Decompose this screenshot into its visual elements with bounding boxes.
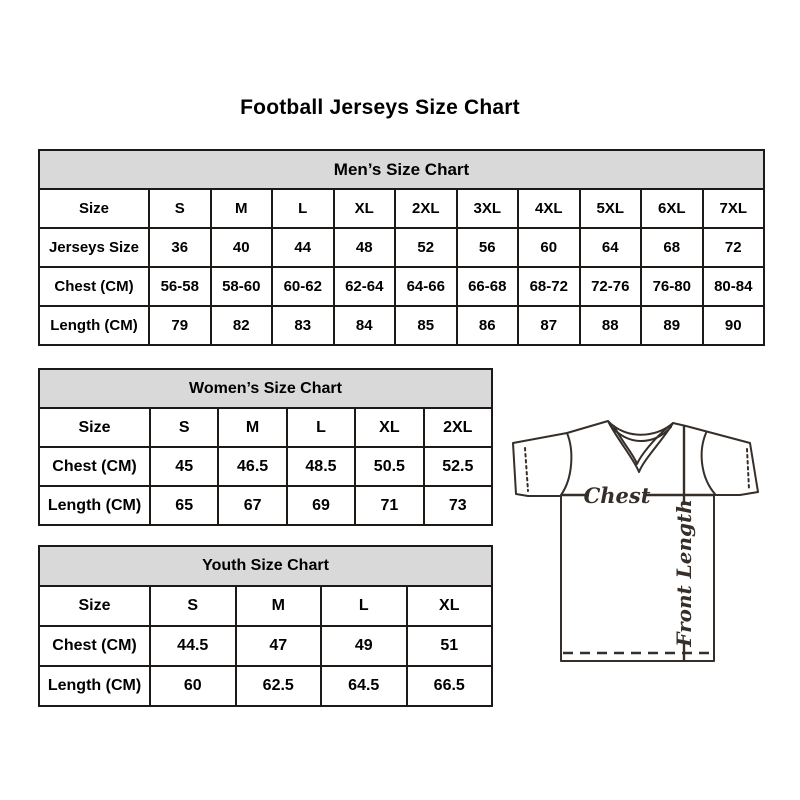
row-label-cell: Length (CM) bbox=[39, 306, 149, 345]
table-row bbox=[39, 189, 764, 228]
table-row bbox=[39, 228, 764, 267]
table-row bbox=[39, 306, 764, 345]
value-cell: 86 bbox=[457, 306, 519, 345]
chest-label: Chest bbox=[583, 483, 651, 508]
row-label-cell: Chest (CM) bbox=[39, 447, 150, 486]
value-cell: XL bbox=[407, 586, 493, 626]
mens-size-table bbox=[38, 149, 765, 346]
value-cell: 89 bbox=[641, 306, 703, 345]
value-cell: 60-62 bbox=[272, 267, 334, 306]
value-cell: 66-68 bbox=[457, 267, 519, 306]
jersey-diagram-icon bbox=[505, 402, 770, 680]
left-cuff-dotted-line bbox=[525, 448, 528, 491]
table-row bbox=[39, 586, 492, 626]
front-length-label: Front Length bbox=[672, 499, 696, 647]
value-cell: 66.5 bbox=[407, 666, 493, 706]
row-label-cell: Chest (CM) bbox=[39, 267, 149, 306]
value-cell: 68-72 bbox=[518, 267, 580, 306]
page-title: Football Jerseys Size Chart bbox=[240, 96, 520, 119]
value-cell: 83 bbox=[272, 306, 334, 345]
value-cell: 49 bbox=[321, 626, 407, 666]
value-cell: 64-66 bbox=[395, 267, 457, 306]
value-cell: 40 bbox=[211, 228, 273, 267]
value-cell: 72-76 bbox=[580, 267, 642, 306]
table-title: Youth Size Chart bbox=[39, 546, 492, 586]
value-cell: 51 bbox=[407, 626, 493, 666]
table-row bbox=[39, 626, 492, 666]
row-label-cell: Jerseys Size bbox=[39, 228, 149, 267]
value-cell: 58-60 bbox=[211, 267, 273, 306]
value-cell: 44 bbox=[272, 228, 334, 267]
table-row bbox=[39, 267, 764, 306]
value-cell: 69 bbox=[287, 486, 355, 525]
value-cell: 60 bbox=[518, 228, 580, 267]
value-cell: M bbox=[236, 586, 322, 626]
value-cell: 2XL bbox=[424, 408, 492, 447]
value-cell: 67 bbox=[218, 486, 286, 525]
row-label-cell: Chest (CM) bbox=[39, 626, 150, 666]
value-cell: 87 bbox=[518, 306, 580, 345]
value-cell: 56 bbox=[457, 228, 519, 267]
jersey-measurement-diagram bbox=[505, 402, 770, 680]
table-title: Men’s Size Chart bbox=[39, 150, 764, 189]
value-cell: 7XL bbox=[703, 189, 765, 228]
value-cell: 52 bbox=[395, 228, 457, 267]
value-cell: 65 bbox=[150, 486, 218, 525]
value-cell: 88 bbox=[580, 306, 642, 345]
left-armhole-seam bbox=[561, 433, 571, 495]
value-cell: 62.5 bbox=[236, 666, 322, 706]
table-row bbox=[39, 666, 492, 706]
value-cell: 36 bbox=[149, 228, 211, 267]
row-label-cell: Length (CM) bbox=[39, 666, 150, 706]
value-cell: 60 bbox=[150, 666, 236, 706]
value-cell: 50.5 bbox=[355, 447, 423, 486]
value-cell: 82 bbox=[211, 306, 273, 345]
row-label-cell: Size bbox=[39, 408, 150, 447]
value-cell: 3XL bbox=[457, 189, 519, 228]
value-cell: 44.5 bbox=[150, 626, 236, 666]
right-cuff-dotted-line bbox=[747, 449, 749, 489]
value-cell: 84 bbox=[334, 306, 396, 345]
value-cell: 85 bbox=[395, 306, 457, 345]
table-title: Women’s Size Chart bbox=[39, 369, 492, 408]
value-cell: L bbox=[321, 586, 407, 626]
value-cell: 6XL bbox=[641, 189, 703, 228]
value-cell: 2XL bbox=[395, 189, 457, 228]
value-cell: M bbox=[211, 189, 273, 228]
value-cell: 76-80 bbox=[641, 267, 703, 306]
table-row bbox=[39, 408, 492, 447]
womens-size-table bbox=[38, 368, 493, 526]
table-row bbox=[39, 447, 492, 486]
value-cell: 4XL bbox=[518, 189, 580, 228]
value-cell: 48.5 bbox=[287, 447, 355, 486]
row-label-cell: Size bbox=[39, 586, 150, 626]
right-armhole-seam bbox=[702, 433, 715, 494]
value-cell: L bbox=[287, 408, 355, 447]
value-cell: 52.5 bbox=[424, 447, 492, 486]
value-cell: 62-64 bbox=[334, 267, 396, 306]
value-cell: 5XL bbox=[580, 189, 642, 228]
value-cell: XL bbox=[334, 189, 396, 228]
value-cell: 45 bbox=[150, 447, 218, 486]
value-cell: S bbox=[150, 408, 218, 447]
value-cell: 72 bbox=[703, 228, 765, 267]
value-cell: M bbox=[218, 408, 286, 447]
value-cell: 71 bbox=[355, 486, 423, 525]
value-cell: 47 bbox=[236, 626, 322, 666]
value-cell: 56-58 bbox=[149, 267, 211, 306]
value-cell: 46.5 bbox=[218, 447, 286, 486]
value-cell: S bbox=[149, 189, 211, 228]
value-cell: 64 bbox=[580, 228, 642, 267]
row-label-cell: Length (CM) bbox=[39, 486, 150, 525]
row-label-cell: Size bbox=[39, 189, 149, 228]
value-cell: XL bbox=[355, 408, 423, 447]
table-row bbox=[39, 486, 492, 525]
value-cell: 68 bbox=[641, 228, 703, 267]
value-cell: 79 bbox=[149, 306, 211, 345]
value-cell: 48 bbox=[334, 228, 396, 267]
jersey-outline bbox=[513, 421, 758, 661]
value-cell: 64.5 bbox=[321, 666, 407, 706]
value-cell: 90 bbox=[703, 306, 765, 345]
value-cell: L bbox=[272, 189, 334, 228]
youth-size-table bbox=[38, 545, 493, 707]
value-cell: 73 bbox=[424, 486, 492, 525]
value-cell: 80-84 bbox=[703, 267, 765, 306]
value-cell: S bbox=[150, 586, 236, 626]
